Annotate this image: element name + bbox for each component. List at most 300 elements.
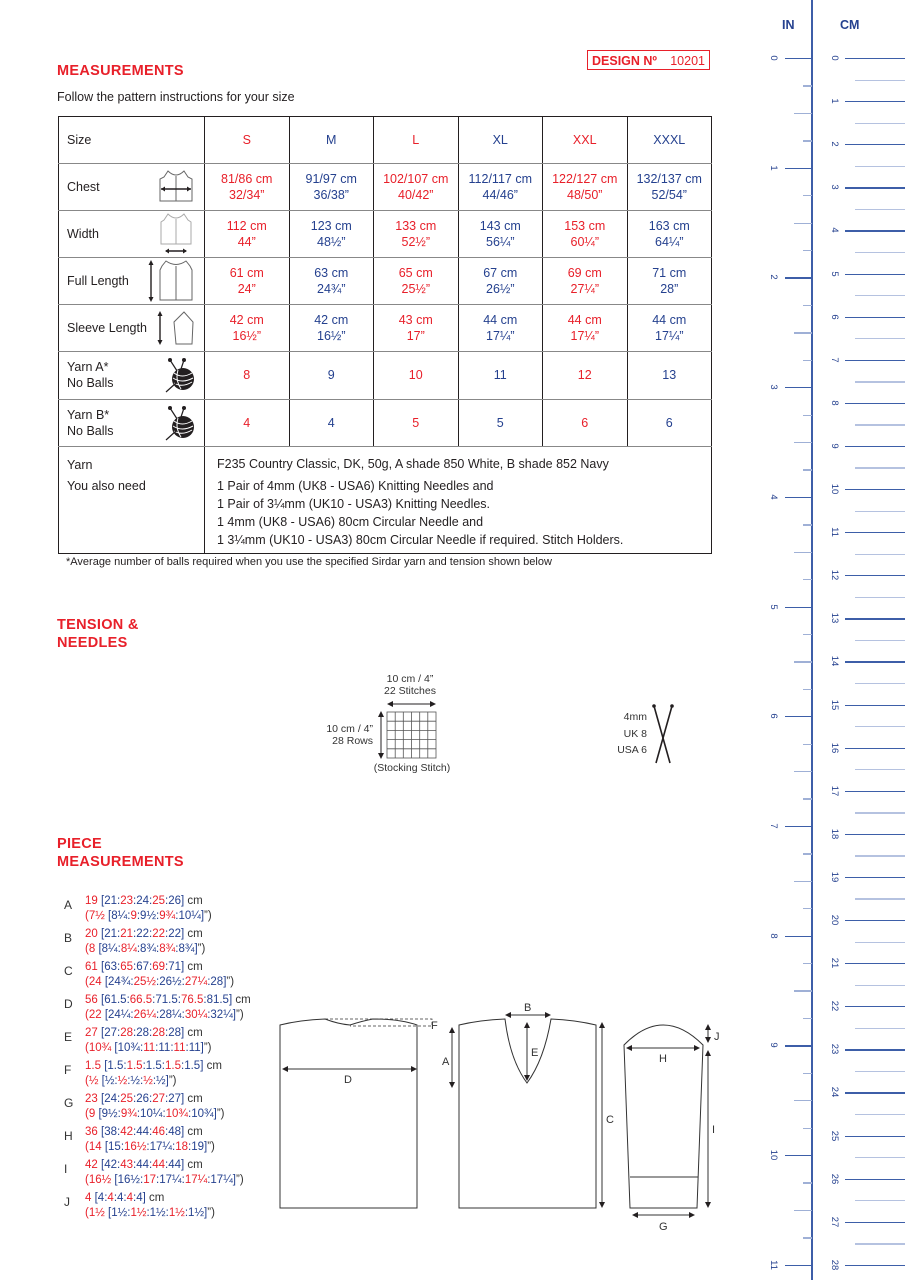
piece-value-xl: 44 [136, 1159, 149, 1171]
piece-letter: D [64, 997, 73, 1011]
piece-value-s: 1½ [88, 1207, 105, 1219]
piece-cm-line: 27 [27:28:28:28:28] cm [85, 1027, 203, 1039]
piece-value-xxxl: 8¾ [178, 943, 195, 955]
cell-cm: 42 cm [229, 313, 264, 327]
unit: ”) [207, 1141, 215, 1153]
size-xxl: XXL [543, 117, 628, 164]
piece-value-s: 61 [85, 961, 98, 973]
table-row [59, 352, 712, 400]
ruler-cm-tick [845, 446, 905, 447]
piece-value-xxxl: 22 [168, 928, 181, 940]
cell-cm: 132/137 cm [636, 172, 702, 186]
cell-cm: 143 cm [479, 219, 521, 233]
row-label-text: Full Length [67, 274, 129, 288]
ruler-cm-number: 25 [829, 1130, 840, 1141]
piece-value-xl: 67 [136, 961, 149, 973]
tension-height-label: 10 cm / 4” [326, 723, 373, 735]
ruler-quarter-inch-tick [803, 963, 812, 964]
ruler-inch-number: 9 [768, 1042, 779, 1048]
cell-cm: 10 [408, 368, 423, 383]
ruler-quarter-inch-tick [803, 744, 812, 745]
size-s: S [205, 117, 290, 164]
cell-inches: 24¾” [317, 282, 346, 296]
ruler-cm-tick [845, 1265, 905, 1266]
ruler-half-cm-tick [855, 1157, 905, 1158]
piece-letter: H [64, 1129, 73, 1143]
cell-cm: 133 cm [395, 219, 437, 233]
cell-cm: 13 [662, 368, 677, 383]
unit: cm [184, 895, 203, 907]
ruler-half-cm-tick [855, 726, 905, 727]
label-a: A [442, 1056, 450, 1068]
piece-value-m: 1.5 [107, 1060, 124, 1072]
unit: ”) [203, 1042, 212, 1054]
piece-value-s: 16½ [88, 1174, 112, 1186]
piece-value-m: 15 [108, 1141, 121, 1153]
label-e: E [531, 1047, 539, 1059]
piece-value-l: 25 [120, 1093, 133, 1105]
piece-value-l: 9¾ [120, 1108, 137, 1120]
piece-value-l: 66.5 [129, 994, 153, 1006]
row-label [59, 399, 205, 447]
piece-value-l: 8¼ [120, 943, 137, 955]
ruler-cm-number: 5 [829, 270, 840, 277]
yarn-values [205, 447, 712, 554]
cell-cm: 5 [412, 415, 420, 430]
size-table [58, 116, 712, 554]
ruler-half-cm-tick [855, 381, 905, 382]
piece-value-xl: 1.5 [145, 1060, 162, 1072]
table-cell [205, 352, 290, 400]
piece-in-line: (½ [½:½:½:½:½]”) [85, 1075, 177, 1087]
piece-cm-line: 36 [38:42:44:46:48] cm [85, 1126, 203, 1138]
ruler-cm-tick [845, 920, 905, 921]
label-i: I [712, 1124, 716, 1136]
table-cell [627, 352, 712, 400]
piece-value-xxl: 22 [152, 928, 165, 940]
ruler-quarter-inch-tick [803, 415, 812, 416]
ruler-quarter-inch-tick [803, 250, 812, 251]
ruler-half-inch-tick [794, 771, 812, 772]
size-l: L [374, 117, 459, 164]
cell-cm: 6 [665, 415, 673, 430]
ruler-cm-number: 14 [829, 656, 840, 667]
row-label-text-2: No Balls [67, 376, 114, 391]
piece-value-xl: 9½ [140, 910, 157, 922]
cell-cm: 12 [577, 368, 592, 383]
cell-cm: 42 cm [314, 313, 349, 327]
table-cell [627, 211, 712, 258]
label-b: B [524, 1002, 532, 1014]
ruler-quarter-inch-tick [803, 469, 812, 470]
ruler-quarter-inch-tick [803, 1018, 812, 1019]
piece-value-s: 27 [85, 1027, 98, 1039]
table-cell [627, 164, 712, 211]
ruler-half-cm-tick [855, 597, 905, 598]
table-cell [543, 399, 628, 447]
ruler-half-cm-tick [855, 338, 905, 339]
piece-cm-line: 19 [21:23:24:25:26] cm [85, 895, 203, 907]
ruler-cm-tick [845, 748, 905, 749]
piece-value-xxxl: ½ [156, 1075, 166, 1087]
table-cell [458, 352, 543, 400]
ruler-cm-tick [845, 489, 905, 490]
unit: cm [184, 1027, 203, 1039]
table-cell [458, 258, 543, 305]
cell-cm: 65 cm [398, 266, 433, 280]
stitch-type: (Stocking Stitch) [373, 762, 451, 774]
piece-in-line: (24 [24¾:25½:26½:27¼:28]”) [85, 976, 235, 988]
table-cell [205, 399, 290, 447]
tension-width-label: 10 cm / 4” [386, 673, 434, 685]
piece-value-m: 24¾ [108, 976, 131, 988]
cell-cm: 91/97 cm [305, 172, 357, 186]
piece-value-xxxl: 11 [188, 1042, 201, 1054]
piece-value-xxl: 76.5 [180, 994, 204, 1006]
piece-value-xxxl: 44 [168, 1159, 181, 1171]
ruler-quarter-inch-tick [803, 305, 812, 306]
piece-value-m: ½ [104, 1075, 115, 1087]
row-label-text: Sleeve Length [67, 321, 147, 335]
cell-inches: 44/46” [482, 188, 518, 202]
table-cell [543, 258, 628, 305]
ruler-inch-tick [785, 168, 812, 169]
piece-value-m: 21 [104, 928, 117, 940]
ruler-half-cm-tick [855, 1071, 905, 1072]
ruler-cm-number: 24 [829, 1087, 840, 1098]
ruler-cm-tick [845, 403, 905, 404]
piece-value-l: 1½ [130, 1207, 147, 1219]
tension-heading [57, 616, 139, 652]
ruler-inch-tick [785, 1265, 812, 1266]
piece-value-xl: 28¼ [159, 1009, 182, 1021]
back-piece [280, 1019, 432, 1208]
ruler-cm-tick [845, 274, 905, 275]
piece-value-m: 1½ [111, 1207, 128, 1219]
piece-value-xl: 26 [136, 1093, 149, 1105]
piece-letter: A [64, 898, 73, 912]
ruler-quarter-inch-tick [803, 1237, 812, 1238]
table-cell [289, 258, 374, 305]
piece-in-line: (10¾ [10¾:11:11:11:11]”) [85, 1042, 212, 1054]
ruler-half-cm-tick [855, 769, 905, 770]
ruler-inch-tick [785, 936, 812, 937]
design-number-label: DESIGN Nº [592, 54, 657, 68]
ruler-quarter-inch-tick [803, 360, 812, 361]
piece-value-m: 38 [104, 1126, 117, 1138]
ruler-cm-number: 20 [829, 914, 840, 926]
cell-cm: 71 cm [652, 266, 687, 280]
ruler-quarter-inch-tick [803, 1182, 812, 1183]
piece-value-s: ½ [88, 1075, 99, 1087]
ruler-inch-number: 5 [768, 603, 779, 610]
label-c: C [606, 1114, 614, 1126]
piece-heading-line2: MEASUREMENTS [57, 854, 184, 870]
ruler-quarter-inch-tick [803, 85, 812, 86]
piece-value-l: 28 [120, 1027, 133, 1039]
cell-cm: 44 cm [483, 313, 518, 327]
ruler-half-cm-tick [855, 812, 905, 813]
piece-heading-line1: PIECE [57, 836, 103, 852]
cell-cm: 9 [327, 368, 335, 383]
cell-inches: 36/38” [313, 188, 349, 202]
table-cell [627, 258, 712, 305]
piece-value-xxxl: 28 [168, 1027, 181, 1039]
table-cell [458, 164, 543, 211]
piece-value-xxxl: 71 [168, 961, 181, 973]
table-cell [205, 164, 290, 211]
ruler-cm-tick [845, 1006, 905, 1007]
piece-measurements-heading [57, 835, 184, 871]
unit: cm [232, 994, 251, 1006]
piece-value-xxxl: 28 [210, 976, 224, 988]
ruler-cm-tick [845, 791, 905, 792]
table-cell [289, 211, 374, 258]
ruler-half-cm-tick [855, 1243, 905, 1244]
unit: ”) [226, 976, 235, 988]
piece-value-s: 20 [85, 928, 98, 940]
tension-rows: 28 Rows [332, 735, 373, 747]
piece-value-xxxl: 10¾ [191, 1108, 214, 1120]
piece-in-line: (1½ [1½:1½:1½:1½:1½]”) [85, 1207, 215, 1219]
piece-value-m: 10¾ [117, 1042, 141, 1054]
ruler-inch-tick [785, 716, 812, 717]
ruler-quarter-inch-tick [803, 853, 812, 854]
cell-inches: 27¼” [570, 282, 599, 296]
ruler-half-inch-tick [794, 1100, 812, 1101]
ruler-cm-number: 15 [829, 699, 840, 710]
cell-inches: 24” [237, 282, 256, 296]
piece-value-xxl: 8¾ [159, 943, 176, 955]
unit: cm [203, 1060, 222, 1072]
piece-value-s: 42 [85, 1159, 98, 1171]
ruler-half-cm-tick [855, 424, 905, 425]
ruler-cm-number: 17 [829, 785, 840, 796]
table-cell [543, 211, 628, 258]
piece-value-xxl: 27 [152, 1093, 165, 1105]
cell-inches: 32/34” [229, 188, 265, 202]
ruler-half-inch-tick [794, 881, 812, 882]
ruler-cm-tick [845, 963, 905, 964]
also-need-item: 1 Pair of 4mm (UK8 - USA6) Knitting Needles and [217, 479, 494, 493]
ruler-inch-tick [785, 387, 812, 388]
ruler-inch-tick [785, 1155, 812, 1156]
ruler-half-inch-tick [794, 442, 812, 443]
cell-cm: 63 cm [314, 266, 349, 280]
piece-value-xl: 24 [136, 895, 149, 907]
piece-value-l: 25½ [133, 976, 157, 988]
ruler-quarter-inch-tick [803, 798, 812, 799]
piece-value-m: 4 [97, 1192, 105, 1204]
ruler-quarter-inch-tick [803, 689, 812, 690]
ruler-inch-label: IN [782, 18, 795, 32]
piece-value-s: 4 [85, 1192, 92, 1204]
ruler-half-cm-tick [855, 1114, 905, 1115]
table-cell [543, 305, 628, 352]
cell-cm: 61 cm [229, 266, 264, 280]
cell-cm: 43 cm [398, 313, 433, 327]
ruler-cm-number: 28 [829, 1259, 840, 1271]
piece-value-l: 17 [143, 1174, 157, 1186]
unit: cm [184, 1126, 203, 1138]
ruler-half-cm-tick [855, 942, 905, 943]
ruler-cm-number: 13 [829, 613, 840, 624]
cell-cm: 44 cm [567, 313, 602, 327]
piece-value-xxxl: 19 [191, 1141, 205, 1153]
piece-cm-line: 23 [24:25:26:27:27] cm [85, 1093, 203, 1105]
piece-value-l: 11 [143, 1042, 156, 1054]
cell-cm: 112 cm [226, 219, 267, 233]
piece-value-s: 36 [85, 1126, 98, 1138]
cell-inches: 48/50” [567, 188, 603, 202]
piece-value-xl: 17¼ [149, 1141, 173, 1153]
ruler-half-cm-tick [855, 123, 905, 124]
table-cell [543, 352, 628, 400]
piece-value-m: 8¼ [101, 943, 118, 955]
ruler-half-cm-tick [855, 1200, 905, 1201]
also-need-item: 1 Pair of 3¼mm (UK10 - USA3) Knitting Needles. [217, 497, 491, 511]
yarn-row [59, 447, 712, 554]
table-row [59, 305, 712, 352]
ruler-inch-number: 3 [768, 384, 779, 390]
ruler-quarter-inch-tick [803, 579, 812, 580]
piece-letter: B [64, 931, 73, 945]
piece-value-l: 65 [120, 961, 133, 973]
piece-value-m: 16½ [117, 1174, 141, 1186]
ruler-cm-number: 11 [829, 527, 840, 538]
piece-value-xxxl: 48 [168, 1126, 181, 1138]
cell-cm: 81/86 cm [221, 172, 273, 186]
ruler-cm-tick [845, 1049, 905, 1050]
piece-in-line: (8 [8¼:8¼:8¾:8¾:8¾]”) [85, 943, 206, 955]
needle-uk: UK 8 [623, 727, 647, 740]
cell-cm: 5 [496, 415, 504, 430]
table-cell [289, 305, 374, 352]
needle-size-text [590, 709, 647, 759]
ruler-cm-tick [845, 58, 905, 59]
ruler-inch-tick [785, 277, 812, 278]
ruler-cm-tick [845, 618, 905, 619]
piece-cm-line: 42 [42:43:44:44:44] cm [85, 1159, 203, 1171]
unit: ”) [197, 943, 206, 955]
piece-value-m: 24¼ [108, 1009, 131, 1021]
ruler-inch-number: 1 [768, 165, 779, 171]
piece-value-l: ½ [117, 1075, 128, 1087]
table-cell [627, 305, 712, 352]
unit: ”) [168, 1075, 177, 1087]
ruler-inch-number: 8 [768, 932, 779, 939]
ruler-half-cm-tick [855, 554, 905, 555]
piece-cm-line: 56 [61.5:66.5:71.5:76.5:81.5] cm [85, 994, 251, 1006]
piece-value-xxl: 28 [152, 1027, 165, 1039]
cell-cm: 102/107 cm [383, 172, 449, 186]
piece-value-xxl: 11 [173, 1042, 186, 1054]
piece-value-xxxl: 32¼ [210, 1009, 233, 1021]
cell-cm: 153 cm [564, 219, 606, 233]
piece-value-m: 42 [104, 1159, 117, 1171]
piece-value-xl: 8¾ [140, 943, 157, 955]
cell-inches: 64¼” [655, 235, 684, 249]
ruler-cm-label: CM [840, 18, 860, 32]
cell-cm: 11 [493, 368, 507, 383]
ruler-quarter-inch-tick [803, 634, 812, 635]
ruler-inch-tick [785, 826, 812, 827]
piece-value-xxl: 4 [126, 1192, 134, 1204]
table-cell [205, 305, 290, 352]
label-j: J [714, 1031, 720, 1043]
unit: cm [184, 928, 203, 940]
piece-value-xxxl: 4 [136, 1192, 143, 1204]
piece-letter: F [64, 1063, 72, 1077]
needle-mm: 4mm [623, 711, 647, 723]
table-cell [374, 258, 459, 305]
ruler-cm-tick [845, 877, 905, 878]
label-d: D [344, 1074, 352, 1086]
piece-value-xl: 1½ [149, 1207, 166, 1219]
ruler-cm-number: 8 [829, 400, 840, 406]
label-g: G [659, 1221, 668, 1233]
cell-inches: 56¼” [486, 235, 515, 249]
ruler-quarter-inch-tick [803, 524, 812, 525]
cell-cm: 69 cm [567, 266, 602, 280]
ruler-cm-number: 9 [829, 443, 840, 449]
tension-width-text [360, 673, 460, 697]
piece-value-xl: 4 [117, 1192, 124, 1204]
ruler-cm-number: 1 [829, 98, 840, 104]
table-cell [374, 399, 459, 447]
piece-cm-line: 4 [4:4:4:4:4] cm [85, 1192, 165, 1204]
cell-inches: 17¼” [486, 329, 515, 343]
piece-value-xxl: 1½ [168, 1207, 185, 1219]
also-need-item: 1 4mm (UK8 - USA6) 80cm Circular Needle and [217, 515, 484, 529]
ruler-inch-number: 10 [768, 1149, 779, 1161]
piece-value-l: 42 [120, 1126, 133, 1138]
tension-heading-line2: NEEDLES [57, 635, 128, 651]
ruler-inch-tick [785, 58, 812, 59]
garment-pieces-diagram [270, 995, 730, 1235]
cell-inches: 52½” [401, 235, 430, 249]
table-cell [374, 352, 459, 400]
ruler-cm-tick [845, 705, 905, 706]
ruler-cm-tick [845, 661, 905, 662]
piece-in-line: (22 [24¼:26¼:28¼:30¼:32¼]”) [85, 1009, 244, 1021]
row-label-text: Chest [67, 180, 100, 194]
table-cell [374, 211, 459, 258]
unit: cm [184, 1159, 203, 1171]
label-h: H [659, 1053, 667, 1065]
piece-value-xxl: 1.5 [165, 1060, 181, 1072]
ruler-half-cm-tick [855, 511, 905, 512]
piece-letter: E [64, 1030, 73, 1044]
piece-in-line: (16½ [16½:17:17¼:17¼:17¼]”) [85, 1174, 244, 1186]
ruler-cm-number: 3 [829, 184, 840, 190]
ruler-half-cm-tick [855, 985, 905, 986]
piece-value-s: 9 [88, 1108, 96, 1120]
ruler-half-inch-tick [794, 552, 812, 553]
ruler-quarter-inch-tick [803, 195, 812, 196]
ruler-cm-tick [845, 317, 905, 318]
piece-value-s: 7½ [88, 910, 105, 922]
ruler-half-cm-tick [855, 683, 905, 684]
unit: ”) [204, 910, 212, 922]
ruler-quarter-inch-tick [803, 140, 812, 141]
row-label-text: Yarn B* [67, 407, 110, 422]
unit: cm [145, 1192, 165, 1204]
row-label [59, 352, 205, 400]
cell-inches: 16½” [232, 329, 261, 343]
ruler-half-inch-tick [794, 990, 812, 991]
ruler-cm-tick [845, 360, 905, 361]
